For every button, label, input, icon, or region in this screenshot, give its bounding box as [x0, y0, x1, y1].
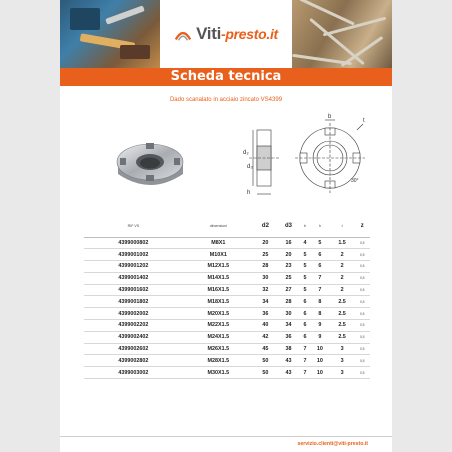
table-cell: 0,5	[354, 261, 370, 273]
table-cell: 0,5	[354, 308, 370, 320]
table-cell: 43	[277, 355, 300, 367]
table-cell: M28X1.5	[183, 355, 254, 367]
table-cell: 50	[254, 367, 277, 379]
table-cell: 2	[330, 284, 355, 296]
table-cell: 7	[310, 272, 330, 284]
table-cell: 1.5	[330, 237, 355, 249]
col-d3: d3	[277, 215, 300, 237]
table-row	[84, 343, 370, 355]
col-t: t	[330, 215, 355, 237]
table-row	[84, 284, 370, 296]
table-cell: M16X1.5	[183, 284, 254, 296]
table-cell: 4399002802	[84, 355, 183, 367]
table-cell: M22X1.5	[183, 320, 254, 332]
table-header-row	[84, 215, 370, 237]
table-cell: M10X1	[183, 249, 254, 261]
table-cell: 28	[254, 261, 277, 273]
label-angle: 30°	[351, 178, 359, 184]
table-row	[84, 308, 370, 320]
table-cell: 4399002202	[84, 320, 183, 332]
table-cell: 32	[254, 284, 277, 296]
brand-arc-icon	[174, 25, 192, 43]
table-cell: M24X1.5	[183, 331, 254, 343]
table-cell: 4399002602	[84, 343, 183, 355]
table-cell: M14X1.5	[183, 272, 254, 284]
table-cell: 7	[300, 367, 310, 379]
table-cell: 0,5	[354, 331, 370, 343]
table-cell: 4399000802	[84, 237, 183, 249]
table-cell: 7	[310, 284, 330, 296]
table-cell: M18X1.5	[183, 296, 254, 308]
table-cell: 6	[300, 308, 310, 320]
label-t: t	[363, 118, 365, 124]
table-cell: 8	[310, 296, 330, 308]
table-cell: 2	[330, 261, 355, 273]
table-cell: 45	[254, 343, 277, 355]
table-cell: 9	[310, 320, 330, 332]
header-photo-tools	[60, 0, 160, 68]
col-b: b	[300, 215, 310, 237]
table-cell: 4399002002	[84, 308, 183, 320]
table-cell: 2.5	[330, 296, 355, 308]
table-cell: 10	[310, 367, 330, 379]
table-cell: M12X1.5	[183, 261, 254, 273]
table-cell: 2.5	[330, 308, 355, 320]
label-h: h	[247, 190, 251, 196]
table-cell: 6	[310, 261, 330, 273]
table-cell: 5	[310, 237, 330, 249]
label-b: b	[328, 114, 332, 120]
table-cell: 5	[300, 272, 310, 284]
table-row	[84, 355, 370, 367]
table-row	[84, 296, 370, 308]
brand-name: Viti-presto.it	[196, 24, 278, 43]
table-cell: 4399001602	[84, 284, 183, 296]
table-cell: 42	[254, 331, 277, 343]
table-row	[84, 249, 370, 261]
brand-logo	[160, 0, 292, 68]
header-photo-screws	[292, 0, 392, 68]
footer-divider	[60, 436, 392, 437]
table-row	[84, 367, 370, 379]
table-cell: 0,5	[354, 367, 370, 379]
table-cell: 2	[330, 272, 355, 284]
table-cell: 36	[254, 308, 277, 320]
table-cell: 4399001402	[84, 272, 183, 284]
table-cell: 0,5	[354, 343, 370, 355]
table-cell: 0,5	[354, 249, 370, 261]
dimensions-table	[84, 215, 370, 379]
table-cell: 43	[277, 367, 300, 379]
col-z: z	[354, 215, 370, 237]
col-d2: d2	[254, 215, 277, 237]
table-cell: 4399003002	[84, 367, 183, 379]
table-cell: 2	[330, 249, 355, 261]
slotted-nut-photo	[108, 130, 193, 200]
table-cell: 0,5	[354, 284, 370, 296]
table-cell: 10	[310, 355, 330, 367]
table-row	[84, 237, 370, 249]
table-cell: 2.5	[330, 331, 355, 343]
table-cell: 3	[330, 355, 355, 367]
technical-drawing	[225, 110, 375, 210]
table-cell: 34	[254, 296, 277, 308]
table-cell: 0,5	[354, 272, 370, 284]
table-cell: 0,5	[354, 355, 370, 367]
table-cell: 27	[277, 284, 300, 296]
table-cell: 6	[300, 331, 310, 343]
table-cell: 4399001802	[84, 296, 183, 308]
table-cell: 7	[300, 343, 310, 355]
table-cell: 4399002402	[84, 331, 183, 343]
table-cell: 25	[254, 249, 277, 261]
table-cell: M8X1	[183, 237, 254, 249]
table-cell: 20	[277, 249, 300, 261]
table-cell: M30X1.5	[183, 367, 254, 379]
brand-domain: -presto.it	[221, 26, 278, 42]
table-cell: 40	[254, 320, 277, 332]
table-cell: 50	[254, 355, 277, 367]
col-h: h	[310, 215, 330, 237]
col-dimensioni: dimensioni	[183, 215, 254, 237]
table-cell: 4399001202	[84, 261, 183, 273]
table-row	[84, 272, 370, 284]
table-row	[84, 331, 370, 343]
table-cell: 0,5	[354, 320, 370, 332]
table-cell: 4	[300, 237, 310, 249]
table-cell: 30	[254, 272, 277, 284]
table-cell: 30	[277, 308, 300, 320]
table-cell: 4399001002	[84, 249, 183, 261]
table-cell: 34	[277, 320, 300, 332]
table-cell: M26X1.5	[183, 343, 254, 355]
label-d3: d₃	[247, 164, 253, 170]
table-cell: 36	[277, 331, 300, 343]
table-cell: 16	[277, 237, 300, 249]
table-row	[84, 261, 370, 273]
table-cell: 6	[300, 296, 310, 308]
table-cell: 3	[330, 367, 355, 379]
label-d2: d₂	[243, 150, 249, 156]
table-cell: 8	[310, 308, 330, 320]
table-cell: 6	[310, 249, 330, 261]
table-cell: 25	[277, 272, 300, 284]
table-cell: 7	[300, 355, 310, 367]
table-cell: 5	[300, 284, 310, 296]
table-cell: M20X1.5	[183, 308, 254, 320]
col-rif: RIF VS	[84, 215, 183, 237]
table-cell: 5	[300, 249, 310, 261]
table-cell: 2.5	[330, 320, 355, 332]
table-cell: 20	[254, 237, 277, 249]
table-cell: 6	[300, 320, 310, 332]
datasheet-page	[60, 0, 392, 452]
table-cell: 9	[310, 331, 330, 343]
table-cell: 0,5	[354, 296, 370, 308]
table-cell: 28	[277, 296, 300, 308]
table-cell: 0,5	[354, 237, 370, 249]
table-cell: 10	[310, 343, 330, 355]
table-cell: 3	[330, 343, 355, 355]
table-row	[84, 320, 370, 332]
section-banner: Scheda tecnica	[60, 68, 392, 86]
table-body	[84, 237, 370, 379]
table-cell: 23	[277, 261, 300, 273]
footer-email[interactable]: servizio.clienti@viti-presto.it	[297, 441, 368, 447]
product-description: Dado scanalato in acciaio zincato VS4399	[169, 97, 283, 103]
table-cell: 5	[300, 261, 310, 273]
table-cell: 38	[277, 343, 300, 355]
